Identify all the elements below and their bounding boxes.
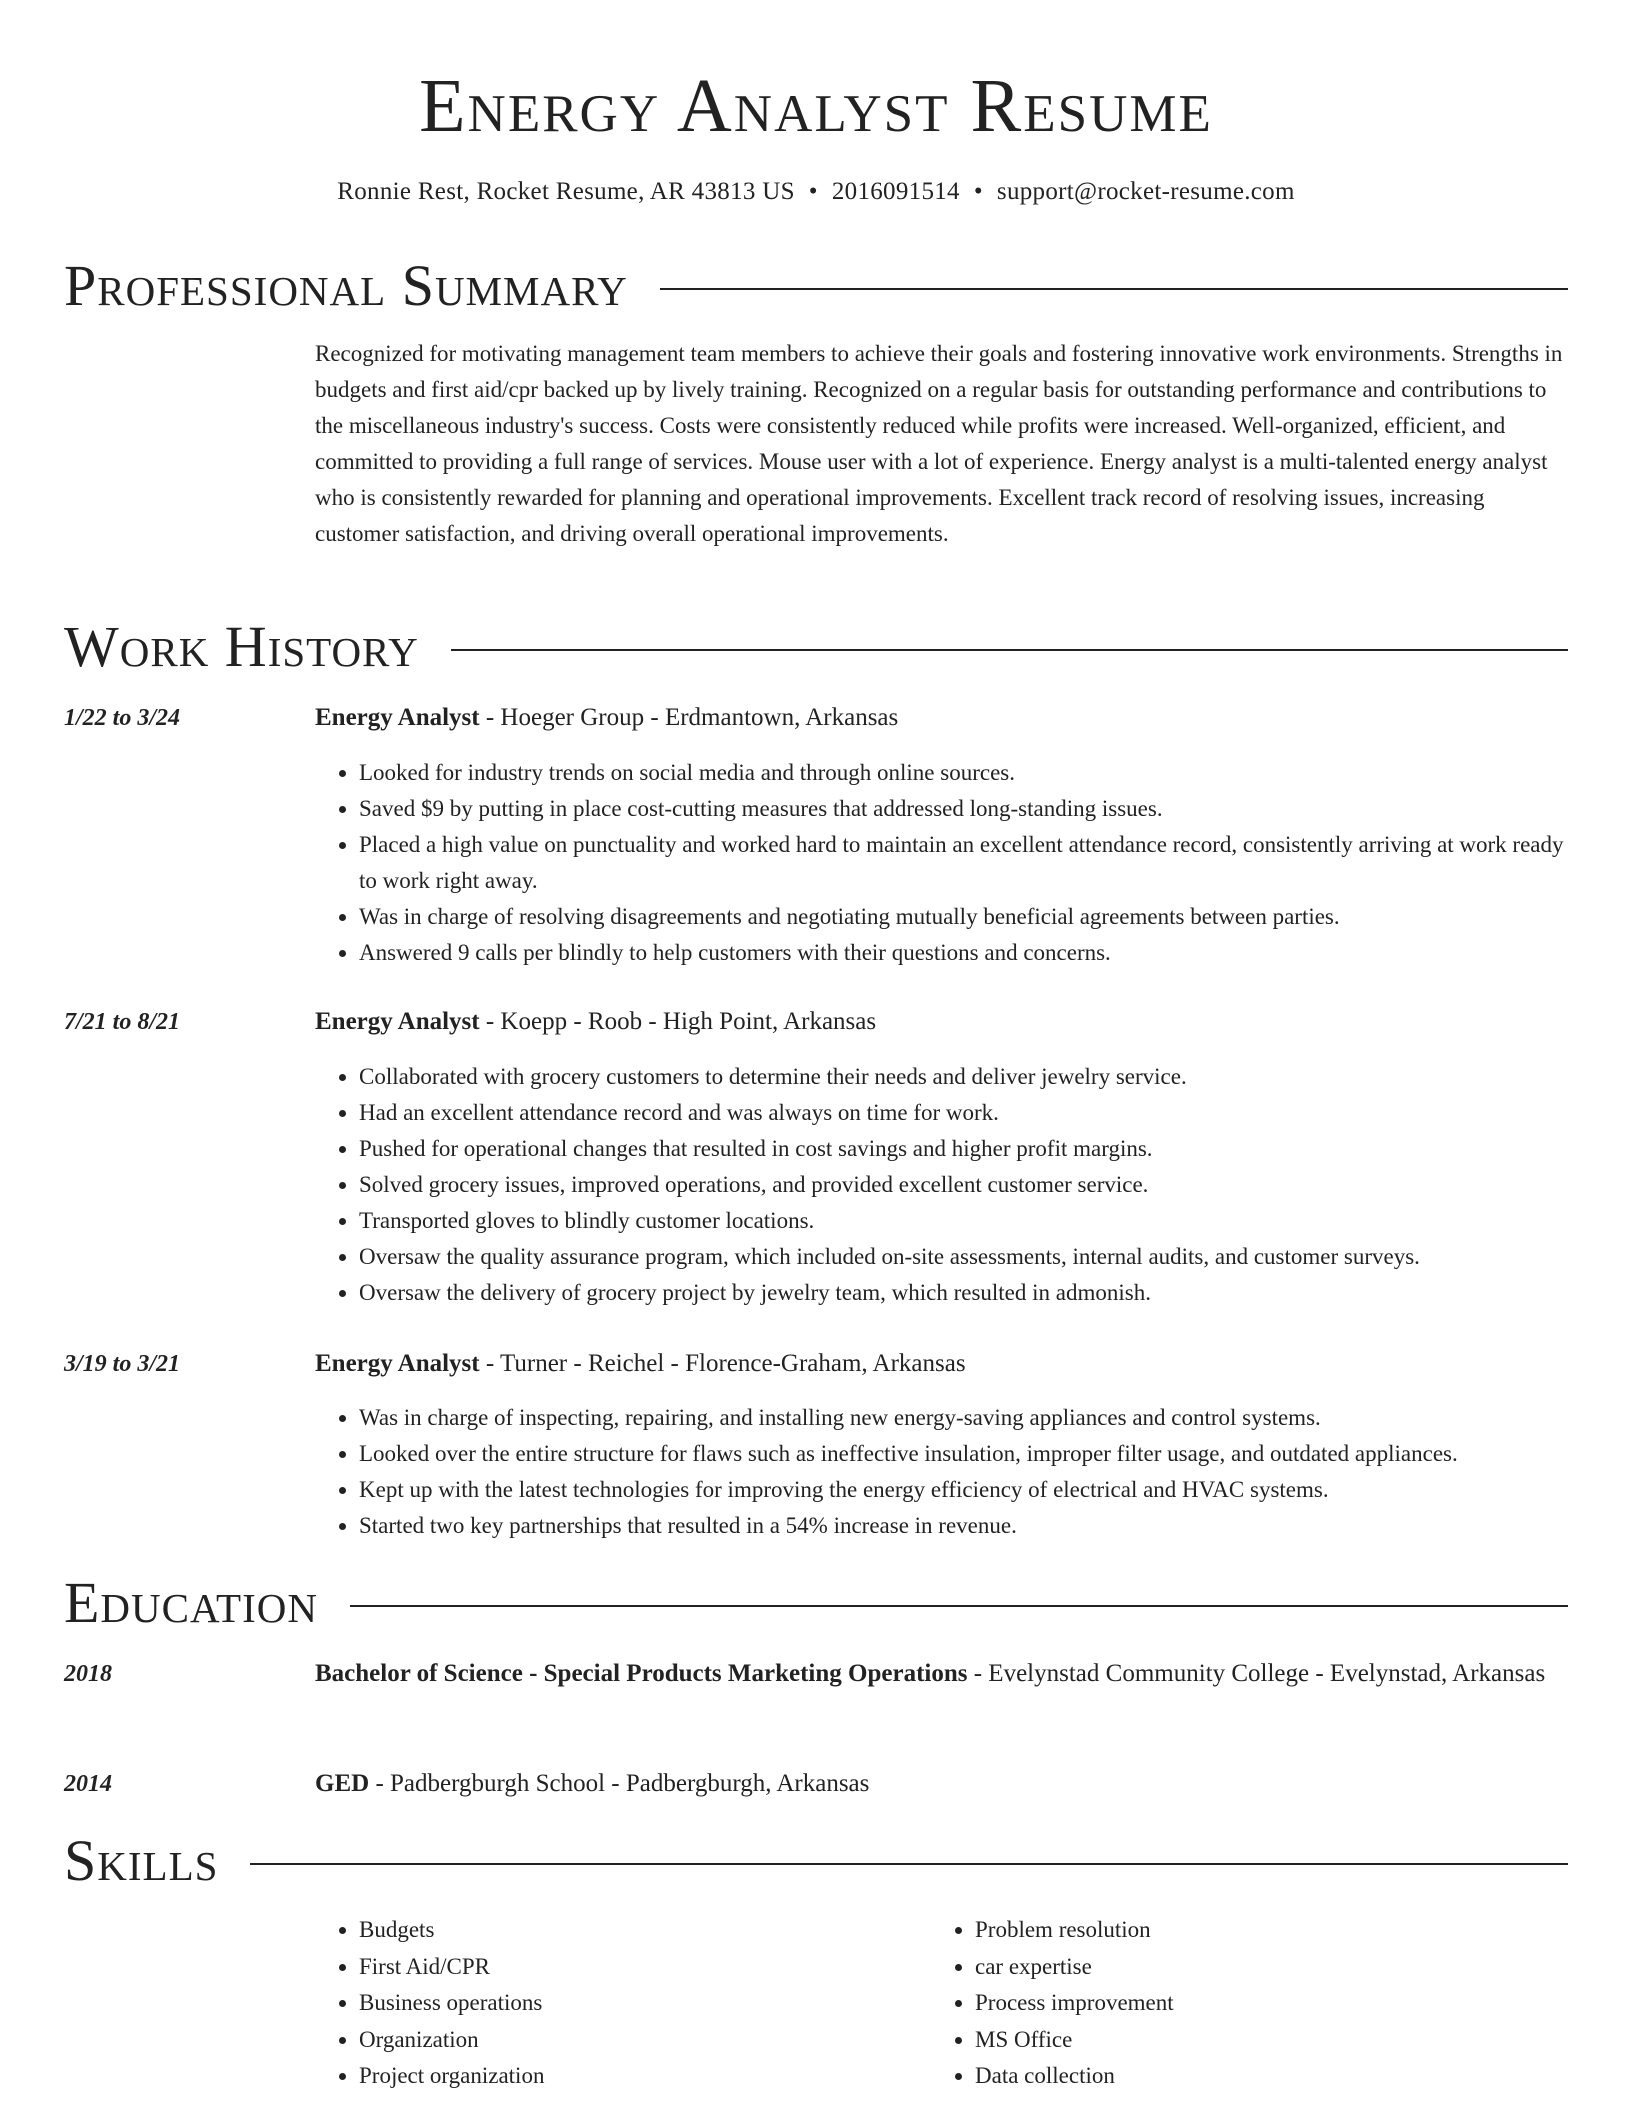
skill-item: • Business operations	[359, 1985, 931, 2022]
education-year: 2018	[64, 1661, 112, 1687]
job-bullets	[315, 1059, 1568, 1311]
skill-item: • Organization	[359, 2022, 931, 2059]
section-header-skills	[64, 1826, 1568, 1896]
contact-line	[64, 174, 1568, 210]
job-bullets	[315, 755, 1568, 971]
job-dates: 1/22 to 3/24	[64, 705, 181, 731]
section-divider	[451, 649, 1568, 651]
list-item: • Collaborated with grocery customers to determine their needs and deliver jewelry service.	[359, 1059, 1568, 1095]
skill-item: • car expertise	[975, 1949, 1568, 1986]
education-heading	[315, 1655, 1568, 1693]
job-title: Energy Analyst	[315, 704, 480, 731]
list-item: • Was in charge of resolving disagreements and negotiating mutually beneficial agreements between parties.	[359, 899, 1568, 935]
skill-item: • Project organization	[359, 2058, 931, 2095]
education-year: 2014	[64, 1771, 112, 1797]
list-item: • Looked for industry trends on social media and through online sources.	[359, 755, 1568, 791]
section-title-skills: Skills	[64, 1828, 219, 1893]
education-degree: Bachelor of Science - Special Products Marketing Operations	[315, 1660, 968, 1687]
list-item: • Started two key partnerships that resulted in a 54% increase in revenue.	[359, 1508, 1568, 1544]
skill-item: • MS Office	[975, 2022, 1568, 2059]
education-degree: GED	[315, 1770, 370, 1797]
job-employer: - Koepp - Roob - High Point, Arkansas	[479, 1008, 877, 1035]
section-title-summary: Professional Summary	[64, 253, 628, 318]
skill-item: • Data collection	[975, 2058, 1568, 2095]
list-item: • Placed a high value on punctuality and worked hard to maintain an excellent attendance record, consistently arriving at work ready to work right away.	[359, 827, 1568, 899]
section-header-work	[64, 612, 1568, 682]
list-item: • Answered 9 calls per blindly to help customers with their questions and concerns.	[359, 935, 1568, 971]
contact-email: support@rocket-resume.com	[996, 178, 1295, 205]
list-item: • Had an excellent attendance record and was always on time for work.	[359, 1095, 1568, 1131]
education-school: - Evelynstad Community College - Evelynstad, Arkansas	[967, 1660, 1546, 1687]
contact-phone: 2016091514	[831, 178, 960, 205]
job-heading	[315, 1345, 1568, 1383]
summary-text: Recognized for motivating management team members to achieve their goals and fostering innovative work environments. Strengths in budgets and first aid/cpr backed up by lively training. Recognized on a regular basis for outstanding performance and contributions to the miscellaneous industry's success. Costs were consistently reduced while profits were increased. Well-organized, efficient, and committed to providing a full range of services. Mouse user with a lot of experience. Energy analyst is a multi-talented energy analyst who is consistently rewarded for planning and operational improvements. Excellent track record of resolving issues, increasing customer satisfaction, and driving overall operational improvements.	[315, 341, 1563, 546]
list-item: • Oversaw the quality assurance program, which included on-site assessments, internal audits, and customer surveys.	[359, 1239, 1568, 1275]
job-title: Energy Analyst	[315, 1350, 480, 1377]
list-item: • Oversaw the delivery of grocery project by jewelry team, which resulted in admonish.	[359, 1275, 1568, 1311]
job-dates: 3/19 to 3/21	[64, 1351, 181, 1377]
list-item: • Saved $9 by putting in place cost-cutting measures that addressed long-standing issues.	[359, 791, 1568, 827]
list-item: • Pushed for operational changes that resulted in cost savings and higher profit margins.	[359, 1131, 1568, 1167]
list-item: • Transported gloves to blindly customer locations.	[359, 1203, 1568, 1239]
contact-separator: •	[808, 178, 818, 205]
education-heading	[315, 1765, 1568, 1803]
skill-item: • Budgets	[359, 1912, 931, 1949]
contact-address: Ronnie Rest, Rocket Resume, AR 43813 US	[337, 178, 795, 205]
list-item: • Solved grocery issues, improved operations, and provided excellent customer service.	[359, 1167, 1568, 1203]
skill-item: • Problem resolution	[975, 1912, 1568, 1949]
section-divider	[350, 1605, 1568, 1607]
section-divider	[660, 288, 1568, 290]
job-title: Energy Analyst	[315, 1008, 480, 1035]
section-header-education	[64, 1568, 1568, 1638]
contact-separator: •	[973, 178, 983, 205]
job-employer: - Turner - Reichel - Florence-Graham, Arkansas	[479, 1350, 966, 1377]
skills-list-left	[315, 1912, 931, 2095]
job-dates: 7/21 to 8/21	[64, 1009, 181, 1035]
section-header-summary	[64, 251, 1568, 321]
list-item: • Kept up with the latest technologies for improving the energy efficiency of electrical and HVAC systems.	[359, 1472, 1568, 1508]
skill-item: • Process improvement	[975, 1985, 1568, 2022]
skill-item: • First Aid/CPR	[359, 1949, 931, 1986]
resume-title: Energy Analyst Resume	[419, 64, 1213, 148]
job-employer: - Hoeger Group - Erdmantown, Arkansas	[479, 704, 899, 731]
list-item: • Was in charge of inspecting, repairing, and installing new energy-saving appliances and control systems.	[359, 1400, 1568, 1436]
list-item: • Looked over the entire structure for flaws such as ineffective insulation, improper filter usage, and outdated appliances.	[359, 1436, 1568, 1472]
section-title-work: Work History	[64, 614, 419, 679]
job-heading	[315, 699, 1568, 737]
job-bullets	[315, 1400, 1568, 1544]
job-heading	[315, 1003, 1568, 1041]
skills-list-right	[931, 1912, 1568, 2095]
section-title-education: Education	[64, 1570, 318, 1635]
education-school: - Padbergburgh School - Padbergburgh, Arkansas	[369, 1770, 870, 1797]
section-divider	[250, 1863, 1568, 1865]
